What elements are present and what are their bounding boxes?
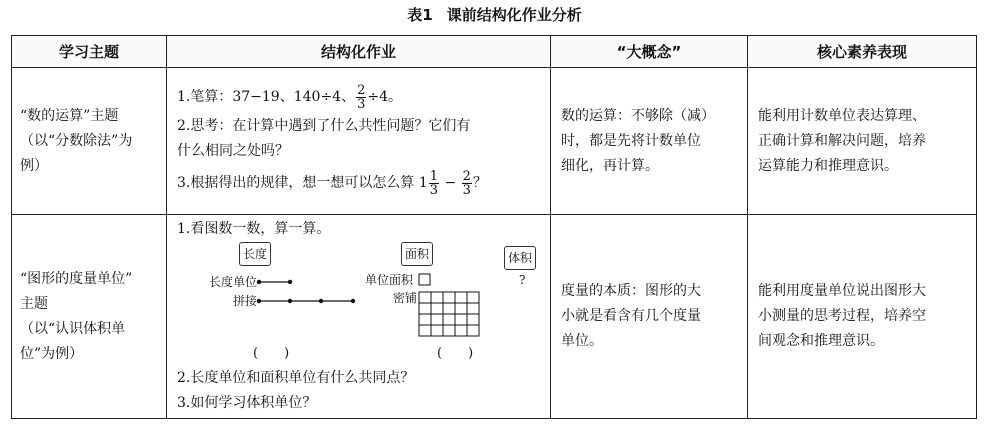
topic-cell bbox=[12, 68, 167, 215]
topic-line: 例） bbox=[20, 157, 48, 174]
volume-question-mark: ? bbox=[519, 273, 526, 287]
literacy-cell bbox=[748, 215, 977, 419]
literacy-cell bbox=[748, 68, 977, 215]
question-text: 1.笔算：37−19、140÷4、 bbox=[177, 89, 356, 105]
concept-cell bbox=[551, 68, 748, 215]
table-row bbox=[12, 68, 977, 215]
concept-line: 度量的本质：图形的大 bbox=[561, 283, 701, 299]
concept-line: 时，都是先将计数单位 bbox=[561, 132, 701, 149]
question-2: 2.长度单位和面积单位有什么共同点？ bbox=[177, 370, 415, 386]
question-line: 什么相同之处吗？ bbox=[177, 143, 289, 159]
length-unit-label: 长度单位 bbox=[209, 275, 258, 289]
concept-line: 单位。 bbox=[561, 333, 603, 349]
question-text: 3.根据得出的规律，想一想可以怎么算 bbox=[177, 175, 419, 191]
numerator: 2 bbox=[462, 168, 471, 184]
topic-line: “数的运算”主题 bbox=[20, 107, 119, 124]
area-box: 面积 bbox=[401, 242, 433, 266]
whole-part: 1 bbox=[418, 175, 428, 191]
question-text: ？ bbox=[472, 175, 487, 191]
numerator: 1 bbox=[429, 168, 439, 184]
table-number: 表1 bbox=[407, 6, 433, 24]
denominator: 3 bbox=[357, 96, 366, 112]
question-2 bbox=[177, 114, 542, 164]
minus-sign: − bbox=[440, 175, 461, 191]
question-line: 2.思考：在计算中遇到了什么共性问题？它们有 bbox=[177, 118, 471, 134]
tiling-label: 密铺 bbox=[393, 291, 418, 305]
concept-line: 数的运算：不够除（减） bbox=[561, 107, 715, 124]
area-unit-label: 单位面积 bbox=[365, 273, 414, 287]
diagram-lines bbox=[175, 242, 545, 366]
length-box: 长度 bbox=[239, 242, 271, 266]
concept-cell bbox=[551, 215, 748, 419]
mixed-number bbox=[419, 164, 440, 202]
literacy-line: 正确计算和解决问题，培养 bbox=[758, 132, 926, 149]
literacy-line: 能利用度量单位说出图形大 bbox=[758, 283, 926, 299]
question-1 bbox=[177, 80, 542, 114]
question-text: ÷4。 bbox=[367, 89, 402, 105]
question-1: 1.看图数一数，算一算。 bbox=[177, 221, 331, 237]
volume-box: 体积 bbox=[504, 246, 536, 270]
fraction bbox=[429, 170, 439, 197]
denominator: 3 bbox=[462, 182, 471, 198]
literacy-line: 运算能力和推理意识。 bbox=[758, 157, 898, 174]
topic-line: 主题 bbox=[20, 295, 48, 312]
joining-label: 拼接 bbox=[233, 294, 258, 308]
concept-line: 细化，再计算。 bbox=[561, 157, 659, 174]
topic-line: （以“认识体积单 bbox=[20, 320, 126, 337]
header-topic: 学习主题 bbox=[12, 36, 167, 68]
fraction bbox=[462, 170, 472, 197]
analysis-table bbox=[11, 35, 977, 419]
fraction bbox=[356, 84, 366, 111]
topic-cell bbox=[12, 215, 167, 419]
concept-line: 小就是看含有几个度量 bbox=[561, 308, 701, 324]
numerator: 2 bbox=[357, 82, 366, 98]
answer-blank-length: ( ) bbox=[253, 346, 290, 361]
denominator: 3 bbox=[429, 182, 439, 198]
topic-line: 位”为例） bbox=[20, 345, 84, 362]
header-homework: 结构化作业 bbox=[167, 36, 551, 68]
answer-blank-area: ( ) bbox=[437, 346, 474, 361]
question-3 bbox=[177, 164, 542, 202]
topic-line: “图形的度量单位” bbox=[20, 270, 133, 287]
homework-cell bbox=[167, 215, 551, 419]
table-caption bbox=[0, 4, 989, 25]
measurement-diagram bbox=[175, 242, 542, 366]
header-big-concept: “大概念” bbox=[551, 36, 748, 68]
literacy-line: 间观念和推理意识。 bbox=[758, 333, 884, 349]
header-literacy: 核心素养表现 bbox=[748, 36, 977, 68]
literacy-line: 能利用计数单位表达算理、 bbox=[758, 107, 926, 124]
homework-cell bbox=[167, 68, 551, 215]
header-row bbox=[12, 36, 977, 68]
table-row bbox=[12, 215, 977, 419]
table-title: 课前结构化作业分析 bbox=[446, 6, 582, 24]
question-3: 3.如何学习体积单位？ bbox=[177, 395, 317, 411]
literacy-line: 小测量的思考过程，培养空 bbox=[758, 308, 926, 324]
topic-line: （以“分数除法”为 bbox=[20, 132, 133, 149]
